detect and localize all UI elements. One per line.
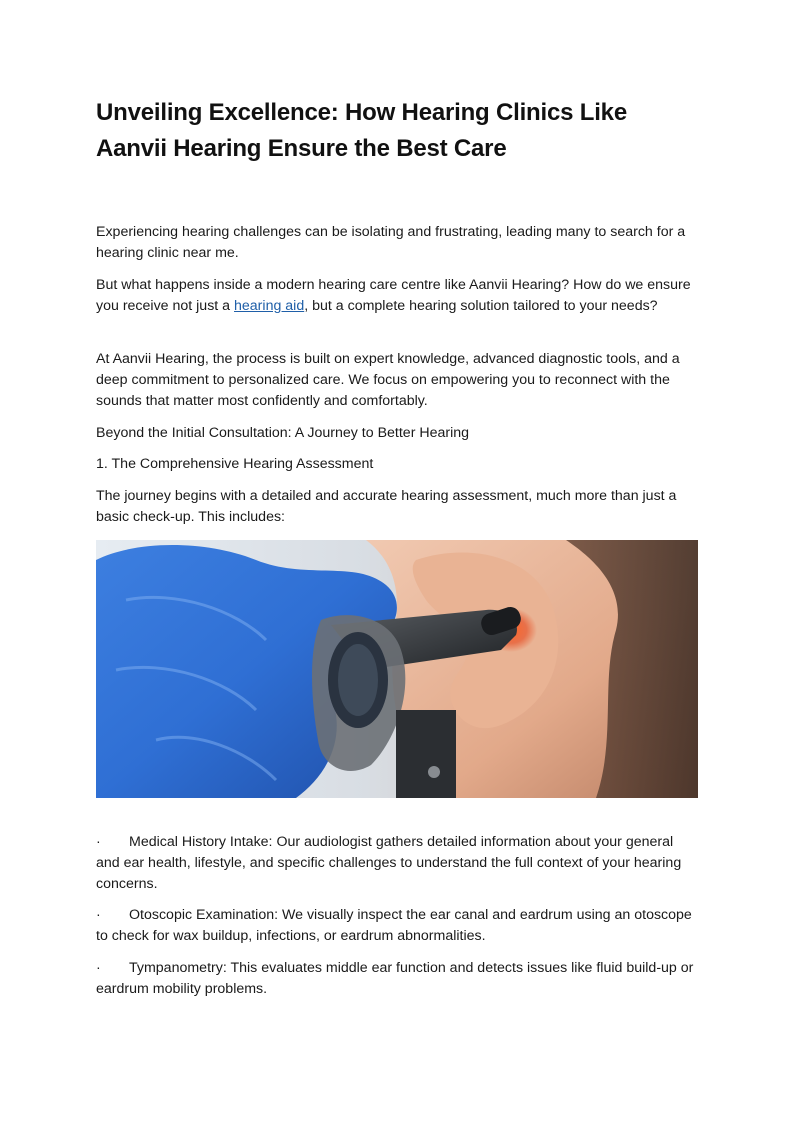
bullet-text: Otoscopic Examination: We visually inspect the ear canal and eardrum using an otoscope to check for wax buildup, infections, or eardrum abnormalities. [96, 907, 692, 944]
section-heading: Beyond the Initial Consultation: A Journey to Better Hearing [96, 425, 470, 441]
bullet-item [96, 832, 700, 895]
bullet-item [96, 958, 700, 1000]
bullet-symbol: · [96, 907, 101, 923]
paragraph-hearing-care [96, 275, 700, 317]
bullet-text: Medical History Intake: Our audiologist gathers detailed information about your general and ear health, lifestyle, and specific challenges to understand the full context of your hearing concerns. [96, 834, 682, 892]
bullet-symbol: · [96, 834, 101, 850]
assessment-intro-paragraph: The journey begins with a detailed and accurate hearing assessment, much more than just a basic check-up. This includes: [96, 488, 677, 525]
page-title: Unveiling Excellence: How Hearing Clinics Like Aanvii Hearing Ensure the Best Care [96, 99, 627, 162]
otoscope-ear-exam-photo [96, 540, 698, 798]
intro-paragraph: Experiencing hearing challenges can be isolating and frustrating, leading many to search for a hearing clinic near me. [96, 224, 686, 261]
hearing-aid-link[interactable]: hearing aid [234, 298, 305, 314]
bullet-item [96, 905, 700, 947]
assessment-subheading: 1. The Comprehensive Hearing Assessment [96, 456, 374, 472]
bullet-symbol: · [96, 960, 101, 976]
paragraph-text-after-link: , but a complete hearing solution tailored to your needs? [304, 298, 658, 314]
bullet-text: Tympanometry: This evaluates middle ear function and detects issues like fluid build-up or eardrum mobility problems. [96, 960, 694, 997]
paragraph-process: At Aanvii Hearing, the process is built on expert knowledge, advanced diagnostic tools, and a deep commitment to personalized care. We focus on empowering you to reconnect with the sounds that matter most confidently and comfortably. [96, 351, 680, 409]
paragraph-text-before-link: But what happens inside a modern hearing care centre like Aanvii Hearing? How do we ensure you receive not just a [96, 277, 691, 314]
